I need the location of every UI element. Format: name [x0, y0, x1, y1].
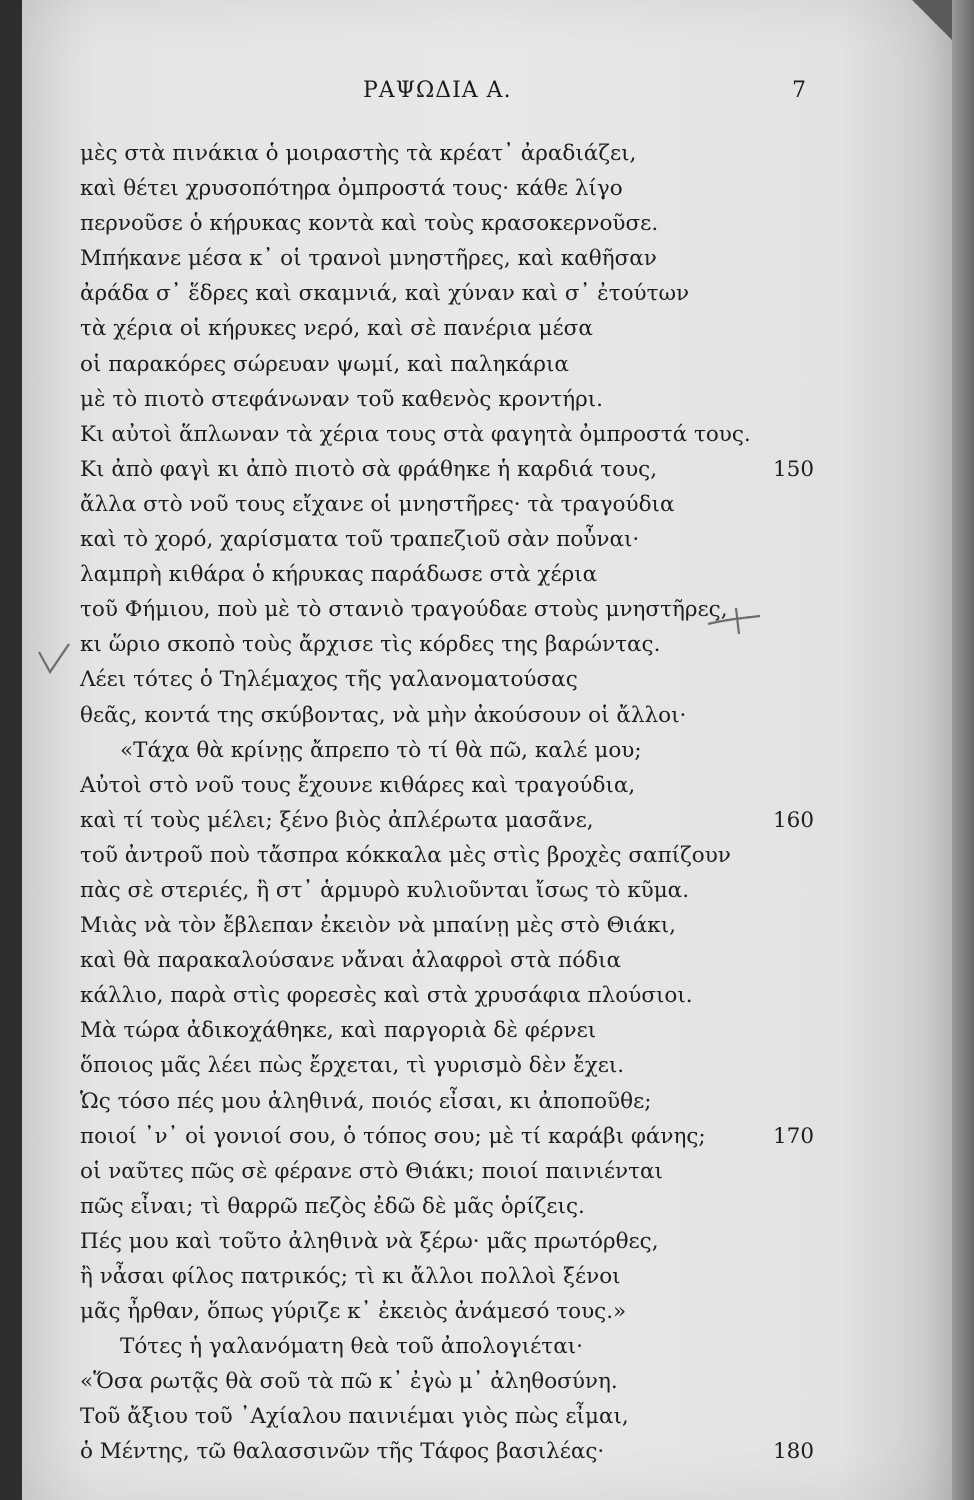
verse-text: Τότες ἡ γαλανόματη θεὰ τοῦ ἀπολογιέται· — [120, 1334, 583, 1360]
verse-line — [80, 1013, 820, 1048]
verse-line — [80, 171, 820, 206]
verse-line — [80, 733, 820, 768]
verse-text: ἄλλα στὸ νοῦ τους εἴχανε οἱ μνηστῆρες· τὰ τραγούδια — [80, 491, 675, 517]
verse-line — [80, 943, 820, 978]
verse-text: ποιοί ᾿ν᾿ οἱ γονιοί σου, ὁ τόπος σου; μὲ τί καράβι φάνης; — [80, 1123, 706, 1149]
verse-text: ἢ νἆσαι φίλος πατρικός; τὶ κι ἄλλοι πολλοὶ ξένοι — [80, 1264, 621, 1289]
verse-text: Μιὰς νὰ τὸν ἔβλεπαν ἐκειὸν νὰ μπαίνῃ μὲς στὸ Θιάκι, — [80, 913, 676, 939]
line-number: 180 — [773, 1439, 815, 1465]
verse-line — [80, 1294, 820, 1329]
pencil-cross-mark — [706, 606, 762, 636]
verse-line — [80, 873, 820, 908]
verse-text: «Τάχα θὰ κρίνῃς ἄπρεπο τὸ τί θὰ πῶ, καλέ μου; — [120, 737, 642, 763]
poem-text — [80, 136, 820, 1470]
verse-line — [80, 382, 820, 417]
verse-line — [80, 1329, 820, 1364]
verse-line — [80, 1048, 820, 1083]
verse-line — [80, 908, 820, 943]
verse-line — [80, 838, 820, 873]
verse-text: καὶ θὰ παρακαλούσανε νἄναι ἀλαφροὶ στὰ πόδια — [80, 948, 622, 974]
verse-text: ὁ Μέντης, τῶ θαλασσινῶν τῆς Τάφος βασιλέας· — [80, 1439, 605, 1465]
verse-line — [80, 1084, 820, 1119]
page-header — [0, 78, 974, 114]
verse-line — [80, 1434, 820, 1469]
line-number: 170 — [773, 1123, 815, 1149]
verse-text: κάλλιο, παρὰ στὶς φορεσὲς καὶ στὰ χρυσάφια πλούσιοι. — [80, 983, 693, 1009]
verse-text: καὶ θέτει χρυσοπότηρα ὀμπροστά τους· κάθε λίγο — [80, 176, 623, 202]
verse-text: Αὐτοὶ στὸ νοῦ τους ἔχουνε κιθάρες καὶ τραγούδια, — [80, 772, 636, 798]
running-title: ΡΑΨΩΔΙΑ Α. — [363, 78, 512, 103]
verse-text: μὲ τὸ πιοτὸ στεφάνωναν τοῦ καθενὸς κροντήρι. — [80, 386, 604, 412]
verse-text: Λέει τότες ὁ Τηλέμαχος τῆς γαλανοματούσας — [80, 667, 578, 693]
verse-line — [80, 487, 820, 522]
verse-line — [80, 1399, 820, 1434]
verse-text: ἀράδα σ᾿ ἕδρες καὶ σκαμνιά, καὶ χύναν καὶ σ᾿ ἐτούτων — [80, 281, 690, 307]
verse-line — [80, 1224, 820, 1259]
verse-line — [80, 347, 820, 382]
verse-line — [80, 206, 820, 241]
verse-line — [80, 557, 820, 592]
verse-line — [80, 522, 820, 557]
verse-text: τοῦ Φήμιου, ποὺ μὲ τὸ στανιὸ τραγούδαε στοὺς μνηστῆρες, — [80, 597, 728, 623]
verse-text: περνοῦσε ὁ κήρυκας κοντὰ καὶ τοὺς κρασοκερνοῦσε. — [80, 211, 659, 237]
verse-line — [80, 276, 820, 311]
line-number: 160 — [773, 807, 815, 833]
verse-line — [80, 1119, 820, 1154]
verse-line — [80, 311, 820, 346]
verse-text: Ὡς τόσο πές μου ἀληθινά, ποιός εἶσαι, κι ἀποποῦθε; — [80, 1088, 652, 1114]
page-corner-fold — [912, 0, 952, 40]
verse-text: Κι ἀπὸ φαγὶ κι ἀπὸ πιοτὸ σὰ φράθηκε ἡ καρδιά τους, — [80, 456, 658, 482]
verse-text: πὰς σὲ στεριές, ἢ στ᾿ ἁρμυρὸ κυλιοῦνται ἴσως τὸ κῦμα. — [80, 877, 690, 903]
verse-line — [80, 768, 820, 803]
verse-line — [80, 978, 820, 1013]
verse-text: κι ὥριο σκοπὸ τοὺς ἄρχισε τὶς κόρδες της βαρώντας. — [80, 632, 661, 658]
verse-text: καὶ τὸ χορό, χαρίσματα τοῦ τραπεζιοῦ σὰν ποὖναι· — [80, 527, 640, 553]
verse-text: θεᾶς, κοντά της σκύβοντας, νὰ μὴν ἀκούσουν οἱ ἄλλοι· — [80, 702, 687, 728]
verse-text: οἱ ναῦτες πῶς σὲ φέρανε στὸ Θιάκι; ποιοί παινιένται — [80, 1158, 663, 1184]
verse-text: καὶ τί τοὺς μέλει; ξένο βιὸς ἀπλέρωτα μασᾶνε, — [80, 807, 594, 833]
verse-line — [80, 241, 820, 276]
verse-text: Πές μου καὶ τοῦτο ἀληθινὰ νὰ ξέρω· μᾶς πρωτόρθες, — [80, 1228, 659, 1254]
verse-text: οἱ παρακόρες σώρευαν ψωμί, καὶ παληκάρια — [80, 351, 569, 377]
verse-line — [80, 452, 820, 487]
verse-text: πῶς εἶναι; τὶ θαρρῶ πεζὸς ἐδῶ δὲ μᾶς ὁρίζεις. — [80, 1193, 585, 1219]
verse-line — [80, 1189, 820, 1224]
verse-line — [80, 1259, 820, 1294]
verse-text: Μὰ τώρα ἀδικοχάθηκε, καὶ παργοριὰ δὲ φέρνει — [80, 1018, 597, 1044]
page-number: 7 — [792, 78, 806, 103]
verse-text: Κι αὐτοὶ ἅπλωναν τὰ χέρια τους στὰ φαγητὰ ὀμπροστά τους. — [80, 421, 751, 447]
verse-line — [80, 417, 820, 452]
verse-text: μᾶς ἦρθαν, ὅπως γύριζε κ᾿ ἐκειὸς ἀνάμεσό τους.» — [80, 1299, 627, 1325]
verse-text: τοῦ ἀντροῦ ποὺ τἄσπρα κόκκαλα μὲς στὶς βροχὲς σαπίζουν — [80, 842, 731, 868]
verse-line — [80, 1364, 820, 1399]
verse-line — [80, 1154, 820, 1189]
verse-text: τὰ χέρια οἱ κήρυκες νερό, καὶ σὲ πανέρια μέσα — [80, 316, 593, 342]
verse-text: ὅποιος μᾶς λέει πὼς ἔρχεται, τὶ γυρισμὸ δὲν ἔχει. — [80, 1053, 625, 1079]
verse-text: μὲς στὰ πινάκια ὁ μοιραστὴς τὰ κρέατ᾿ ἀραδιάζει, — [80, 141, 637, 166]
verse-line — [80, 803, 820, 838]
verse-line — [80, 136, 820, 171]
verse-line — [80, 662, 820, 697]
line-number: 150 — [773, 456, 815, 482]
verse-line — [80, 698, 820, 733]
verse-text: Μπήκανε μέσα κ᾿ οἱ τρανοὶ μνηστῆρες, καὶ καθῆσαν — [80, 246, 657, 272]
verse-text: «Ὅσα ρωτᾷς θὰ σοῦ τὰ πῶ κ᾿ ἐγὼ μ᾿ ἀληθοσύνη. — [80, 1369, 618, 1395]
pencil-check-mark — [36, 640, 72, 676]
page-edge — [952, 0, 974, 1500]
verse-text: λαμπρὴ κιθάρα ὁ κήρυκας παράδωσε στὰ χέρια — [80, 562, 598, 588]
verse-text: Τοῦ ἄξιου τοῦ ᾿Αχίαλου παινιέμαι γιὸς πὼς εἶμαι, — [80, 1404, 629, 1430]
